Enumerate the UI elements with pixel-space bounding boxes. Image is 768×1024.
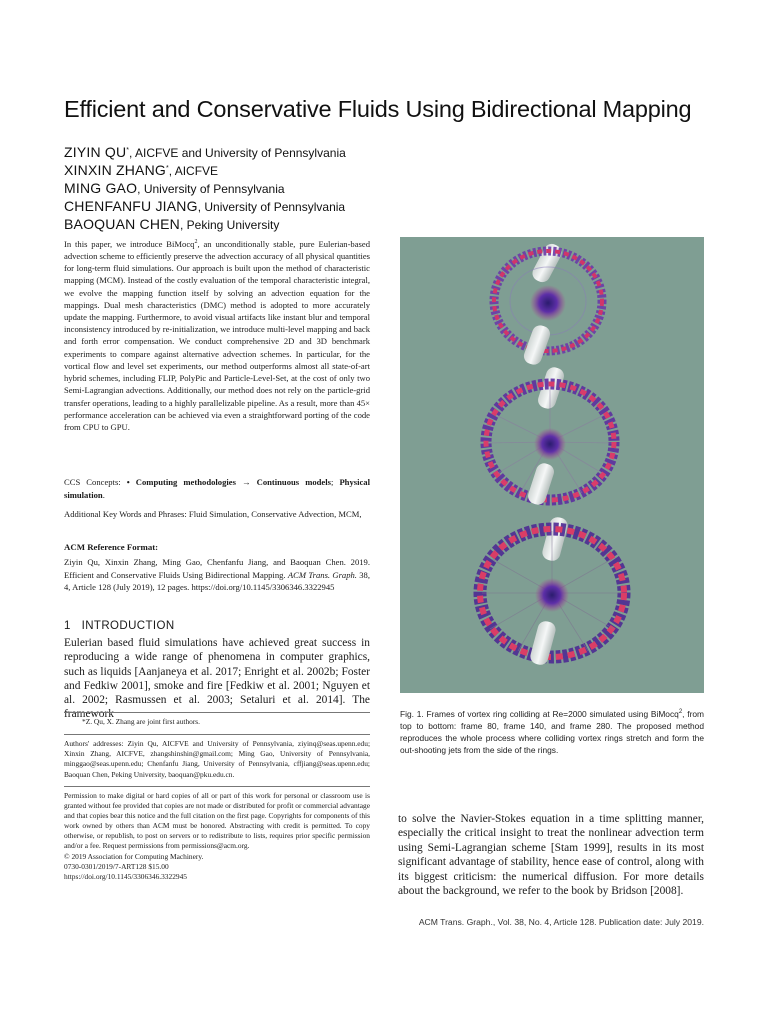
author-line [64,198,345,214]
section-title: INTRODUCTION [81,620,175,632]
author-addresses: Authors' addresses: Ziyin Qu, AICFVE and University of Pennsylvania, ziyinq@seas.upenn.edu; Xinxin Zhang, AICFVE, zhangshinshin@gmail.com; Ming Gao, University of Pennsylvania, minggao@seas.upenn.edu; Chenfanfu Jiang, University of Pennsylvania, cffjiang@seas.upenn.edu; Baoquan Chen, Peking University, baoquan@pku.edu.cn. [64,739,370,779]
keywords: Additional Key Words and Phrases: Fluid Simulation, Conservative Advection, MCM, [64,509,362,519]
acm-reference-text: 38, 4, Article 128 (July 2019), 12 pages. https://doi.org/10.1145/3306346.3322945 [64,569,370,593]
permission-notice [64,791,370,882]
ccs-item: • Computing methodologies → Continuous models [126,477,331,487]
abstract [64,236,370,433]
author-affiliation: , Peking University [179,218,280,232]
author-name: ZIYIN QU [64,144,127,160]
section-number: 1 [64,620,71,632]
column2-paragraph: to solve the Navier-Stokes equation in a time splitting manner, especially the critical insight to treat the nonlinear advection term using Semi-Lagrangian scheme [Stam 1999], results in its most significant advantage of stability, hence ease of control, along with its biggest criticism: the numerical diffusion. For more details about the background, we refer to the book by Bridson [2008]. [398,813,704,898]
figure-caption [400,706,704,757]
abstract-text-rest: , an unconditionally stable, pure Eulerian-based advection scheme to efficiently preserve the advection accuracy of all physical quantities for long-term fluid simulations. Our approach is built upon the method of characteristic mapping (MCM). Instead of the costly evaluation of the temporal characteristic integral, we evolve the mapping function itself by solving an advection equation for the mappings. Dual mesh characteristics (DMC) method is adopted to more accurately update the mapping. Furthermore, to avoid visual artifacts like instant blur and temporal inconsistency introduced by re-initialization, we introduce multi-level mapping and back and forth error compensation. We conduct comprehensive 2D and 3D benchmark experiments to compare against alternative advection schemes. In particular, for the vortical flow and level set experiments, our method outperforms almost all state-of-art hybrid schemes, including FLIP, PolyPic and Particle-Level-Set, at the cost of only two Semi-Lagrangian advections. Additionally, our method does not rely on the particle-grid transfer operations, leading to a highly parallelizable pipeline. As a result, more than 45× performance acceleration can be achieved via even a straightforward porting of the code from CPU to GPU. [64,238,371,432]
acm-reference-text: Ziyin Qu, Xinxin Zhang, Ming Gao, Chenfanfu Jiang, and Baoquan Chen. 2019. Efficient and Conservative Fluids Using Bidirectional Mapping. [64,557,370,580]
footnote-rule [64,734,370,735]
vortex-core [534,428,566,460]
vortex-core [530,285,566,321]
ccs-item: Physical simulation [64,477,370,500]
author-affiliation: , AICFVE [168,164,219,178]
author-name: BAOQUAN CHEN [64,216,180,232]
author-affiliation: , AICFVE and University of Pennsylvania [129,146,346,160]
page-footer: ACM Trans. Graph., Vol. 38, No. 4, Article 128. Publication date: July 2019. [418,917,704,927]
acm-reference-heading: ACM Reference Format: [64,542,159,552]
vortex-core [535,578,569,612]
vortex-ring-figure [400,237,704,693]
footnote: *Z. Qu, X. Zhang are joint first authors. [82,717,201,726]
footnote-rule [64,712,370,713]
permission-text: Permission to make digital or hard copies of all or part of this work for personal or classroom use is granted without fee provided that copies are not made or distributed for profit or commercial advantage and that copies bear this notice and the full citation on the first page. Copyrights for components of this work owned by others than ACM must be honored. Abstracting with credit is permitted. To copy otherwise, or republish, to post on servers or to redistribute to lists, requires prior specific permission and/or a fee. Request permissions from permissions@acm.org. [64,791,370,851]
author-line [64,180,285,196]
author-name: MING GAO [64,180,138,196]
permission-rule [64,786,370,787]
issn-line: 0730-0301/2019/7-ART128 $15.00 [64,861,169,871]
abstract-sup: 2 [194,239,198,245]
acm-reference-journal: ACM Trans. Graph. [287,569,357,580]
ccs-label: CCS Concepts: [64,477,127,487]
caption-text: Fig. 1. Frames of vortex ring colliding at Re=2000 simulated using BiMocq [400,708,679,719]
intro-paragraph: Eulerian based fluid simulations have achieved great success in reproducing a wide range of phenomena in computer graphics, such as liquids [Aanjaneya et al. 2017; Enright et al. 2002b; Foster and Fedkiw 2001], smoke and fire [Fedkiw et al. 2001; Nguyen et al. 2002; Rasmussen et al. 2003; Setaluri et al. 2014]. The framework [64,637,370,721]
doi-line: https://doi.org/10.1145/3306346.3322945 [64,871,187,881]
paper-title: Efficient and Conservative Fluids Using Bidirectional Mapping [64,96,692,122]
author-mark: * [126,147,130,154]
ccs-concepts [64,476,370,501]
section-heading [64,620,175,632]
caption-text-rest: , from top to bottom: frame 80, frame 140, and frame 280. The proposed method reproduces the whole process where colliding vortex rings stretch and form the out-shooting jets from the side of the rings. [400,708,705,756]
author-line [64,162,218,178]
ccs-separator: ; [330,477,340,487]
author-name: XINXIN ZHANG [64,162,166,178]
acm-reference [64,556,370,594]
ccs-end: . [102,489,105,500]
author-line [64,144,346,160]
abstract-text: In this paper, we introduce BiMocq [64,238,195,249]
author-affiliation: , University of Pennsylvania [137,182,285,196]
caption-sup: 2 [678,709,683,715]
author-name: CHENFANFU JIANG [64,198,198,214]
author-affiliation: , University of Pennsylvania [197,200,346,214]
copyright-line: © 2019 Association for Computing Machinery. [64,851,204,861]
author-mark: * [165,165,169,172]
author-line [64,216,279,232]
